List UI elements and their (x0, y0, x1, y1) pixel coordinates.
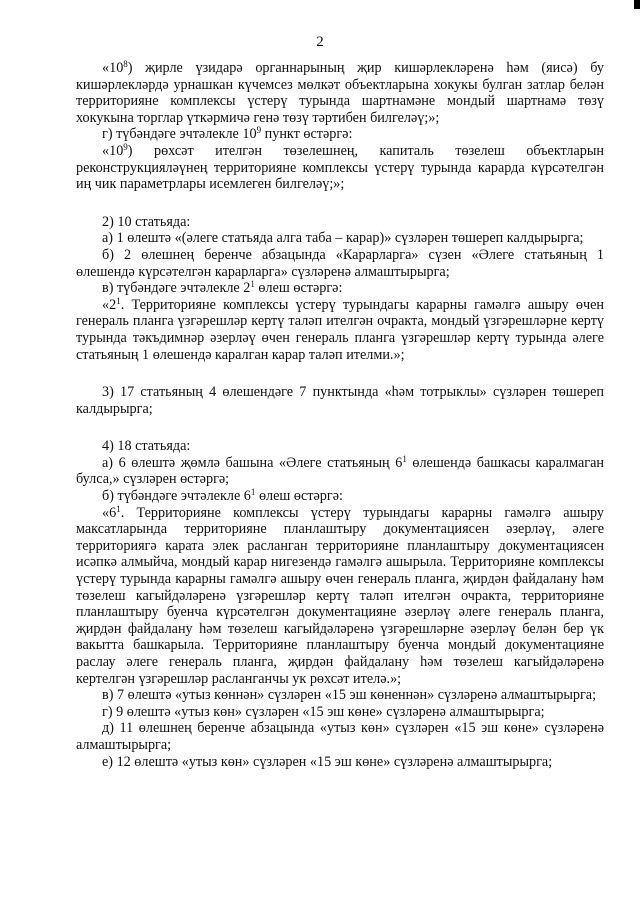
superscript: 9 (256, 125, 262, 136)
superscript: 1 (116, 295, 121, 306)
paragraph (76, 60, 604, 126)
paragraph (76, 280, 604, 297)
paragraph (76, 214, 604, 231)
superscript: 1 (250, 487, 256, 498)
corner-mark (634, 0, 640, 9)
superscript: 1 (250, 279, 255, 290)
paragraph-text: б) түбәндәге эчтәлекле 6 (102, 488, 251, 505)
paragraph (76, 384, 604, 417)
paragraph-text: өлеш өстәргә: (254, 280, 343, 297)
paragraph-text: өлешендә башкасы каралмаган булса,» сүзләрен өстәргә; (76, 454, 604, 488)
paragraph-text: е) 12 өлештә «утыз көн» сүзләрен «15 эш көне» сүзләренә алмаштырырга; (102, 753, 553, 770)
superscript: 9 (123, 141, 128, 152)
paragraph-text: 4) 18 статьяда: (102, 438, 191, 455)
paragraph (76, 488, 604, 505)
paragraph (76, 704, 604, 721)
paragraph-text: «2 (102, 296, 117, 313)
paragraph (76, 505, 604, 688)
paragraph-text: б) 2 өлешнең беренче абзацында «Карарларга» сүзен «Әлеге статьяның 1 өлешендә күрсәтелгән карарларга» сүзләренә алмаштырырга; (76, 246, 604, 280)
paragraph-text: 2) 10 статьяда: (102, 213, 191, 230)
paragraph-text: «6 (102, 504, 117, 521)
paragraph (76, 230, 604, 247)
paragraph-text: г) түбәндәге эчтәлекле 10 (102, 126, 257, 143)
paragraph-text: пункт өстәргә: (261, 126, 353, 143)
paragraph-text: . Территорияне комплексы үстерү турындагы карарны гамәлгә ашыру өчен генераль планга үзгәрешләр кертү таләп ителгән очракта, мондый үзгәрешләрне кертү турында тәкъдимнәр әзерләү өчен генераль планга үзгәрешләр кертү турында әлеге статьяның 1 өлешендә каралган карар таләп ителми.»; (76, 296, 604, 363)
superscript: 1 (116, 503, 121, 514)
paragraph (76, 126, 604, 143)
paragraph (76, 143, 604, 193)
paragraph-text: в) 7 өлештә «утыз көннән» сүзләрен «15 эш көненнән» сүзләренә алмаштырырга; (102, 687, 597, 704)
paragraph (76, 438, 604, 455)
paragraph-text: ) җирле үзидарә органнарының җир кишәрлекләренә һәм (яисә) бу кишәрлекләрдә урнашкан күчемсез мөлкәт объектларына хокукы булган затлар белән территорияне комплексы үстерү турында шартнамәне мондый шартнамә төзү хокукына торглар үткәрмичә генә төзү тәртибен билгеләү;»; (76, 60, 604, 126)
paragraph-text: «10 (102, 60, 124, 76)
document-body (76, 60, 604, 770)
paragraph-text: д) 11 өлешнең беренче абзацында «утыз көн» сүзләрен «15 эш көне» сүзләренә алмаштырырга; (76, 720, 604, 753)
paragraph-text: өлеш өстәргә: (255, 488, 343, 505)
page-number: 2 (316, 34, 324, 50)
paragraph-text: а) 6 өлештә җөмлә башына «Әлеге статьяның 6 (102, 454, 403, 471)
superscript: 1 (402, 453, 407, 464)
paragraph (76, 247, 604, 280)
paragraph (76, 687, 604, 704)
paragraph (76, 720, 604, 753)
paragraph-text: . Территорияне комплексы үстерү турындагы карарны гамәлгә ашыру максатларында территорияне планлаштыру документациясен әзерләү, әлеге территориягә карата элек расланган территорияне планлаштыру документациясен исәпкә алмыйча, мондый карар нигезендә гамәлгә ашырыла. Территорияне комплексы үстерү турында карарны гамәлгә ашыру өчен генераль планга, җирдән файдалану һәм төзелеш кагыйдәләренә үзгәрешләр кертү таләп ителгән очракта, территорияне планлаштыру буенча күрсәтелгән документацияне әзерләү әлеге генераль планга, җирдән файдалану һәм төзелеш кагыйдәләренә үзгәрешләрне әзерләү белән бер үк вакытта башкарыла. Территорияне планлаштыру буенча мондый документацияне раслау әлеге генераль планга, җирдән файдалану һәм төзелеш кагыйдәләренә кертелгән үзгәрешләр расланганчы ук рөхсәт ителә.»; (76, 504, 604, 687)
paragraph-text: 3) 17 статьяның 4 өлешендәге 7 пунктында «һәм тотрыклы» сүзләрен төшереп калдырырга; (76, 384, 604, 417)
superscript: 8 (123, 59, 128, 69)
paragraph (76, 455, 604, 488)
paragraph-text: г) 9 өлештә «утыз көн» сүзләрен «15 эш көне» сүзләренә алмаштырырга; (102, 703, 545, 720)
paragraph-text: а) 1 өлештә «(әлеге статьяда алга таба – карар)» сүзләрен төшереп калдырырга; (102, 230, 584, 247)
paragraph (76, 297, 604, 363)
paragraph-text: ) рөхсәт ителгән төзелешнең, капиталь төзелеш объектларын реконструкцияләүнең территорияне комплексы үстерү турында карарда күрсәтелгән иң чик параметрлары исемлеген билгеләү;»; (76, 142, 604, 193)
paragraph (76, 754, 604, 771)
paragraph-text: в) түбәндәге эчтәлекле 2 (102, 280, 251, 297)
paragraph-text: «10 (102, 142, 124, 159)
